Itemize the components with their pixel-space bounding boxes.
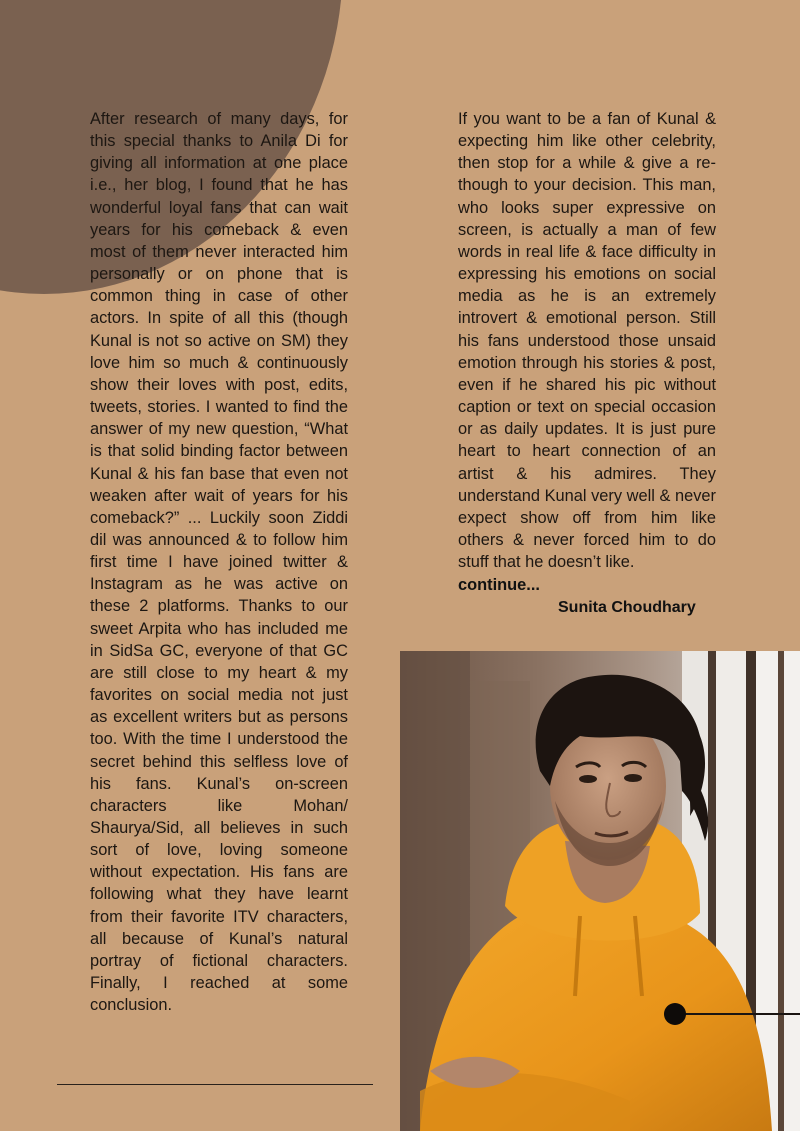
author-name: Sunita Choudhary <box>558 599 696 616</box>
timeline-dot <box>664 1003 686 1025</box>
timeline-line <box>675 1013 800 1015</box>
bottom-divider <box>57 1084 373 1085</box>
article-left-column: After research of many days, for this special thanks to Anila Di for giving all information at one place i.e., her blog, I found that he has wonderful loyal fans that can wait years for his comeback & even most of them never interacted him personally or on phone that is common thing in case of other actors. In spite of all this (though Kunal is not so active on SM) they love him so much & continuously show their loves with post, edits, tweets, stories. I wanted to find the answer of my new question, “What is that solid binding factor between Kunal & his fan base that even not weaken after wait of years for his comeback?” ... Luckily soon Ziddi dil was announced & to follow him first time I have joined twitter & Instagram as he was active on these 2 platforms. Thanks to our sweet Arpita who has included me in SidSa GC, everyone of that GC are still close to my heart & my favorites on social media not just as excellent writers but as persons too. With the time I understood the secret behind this selfless love of his fans. Kunal’s on-screen characters like Mohan/ Shaurya/Sid, all believes in such sort of love, loving someone without expectation. His fans are following what they have learnt from their favorite ITV characters, all because of Kunal’s natural portray of fictional characters. Finally, I reached at some conclusion. <box>90 110 348 1015</box>
article-right-column: If you want to be a fan of Kunal & expecting him like other celebrity, then stop for a while & give a re-though to your decision. This man, who looks super expressive on screen, is actually a man of few words in real life & face difficulty in expressing his emotions on social media as he is an extremely introvert & emotional person. Still his fans understood those unsaid emotion through his stories & post, even if he shared his pic without caption or text on special occasion or as daily updates. It is just pure heart to heart connection of an artist & his admires. They understand Kunal very well & never expect show off from him like others & never forced him to do stuff that he doesn’t like. <box>458 110 716 572</box>
continue-label: continue... <box>458 576 540 594</box>
portrait-photo <box>400 651 800 1131</box>
